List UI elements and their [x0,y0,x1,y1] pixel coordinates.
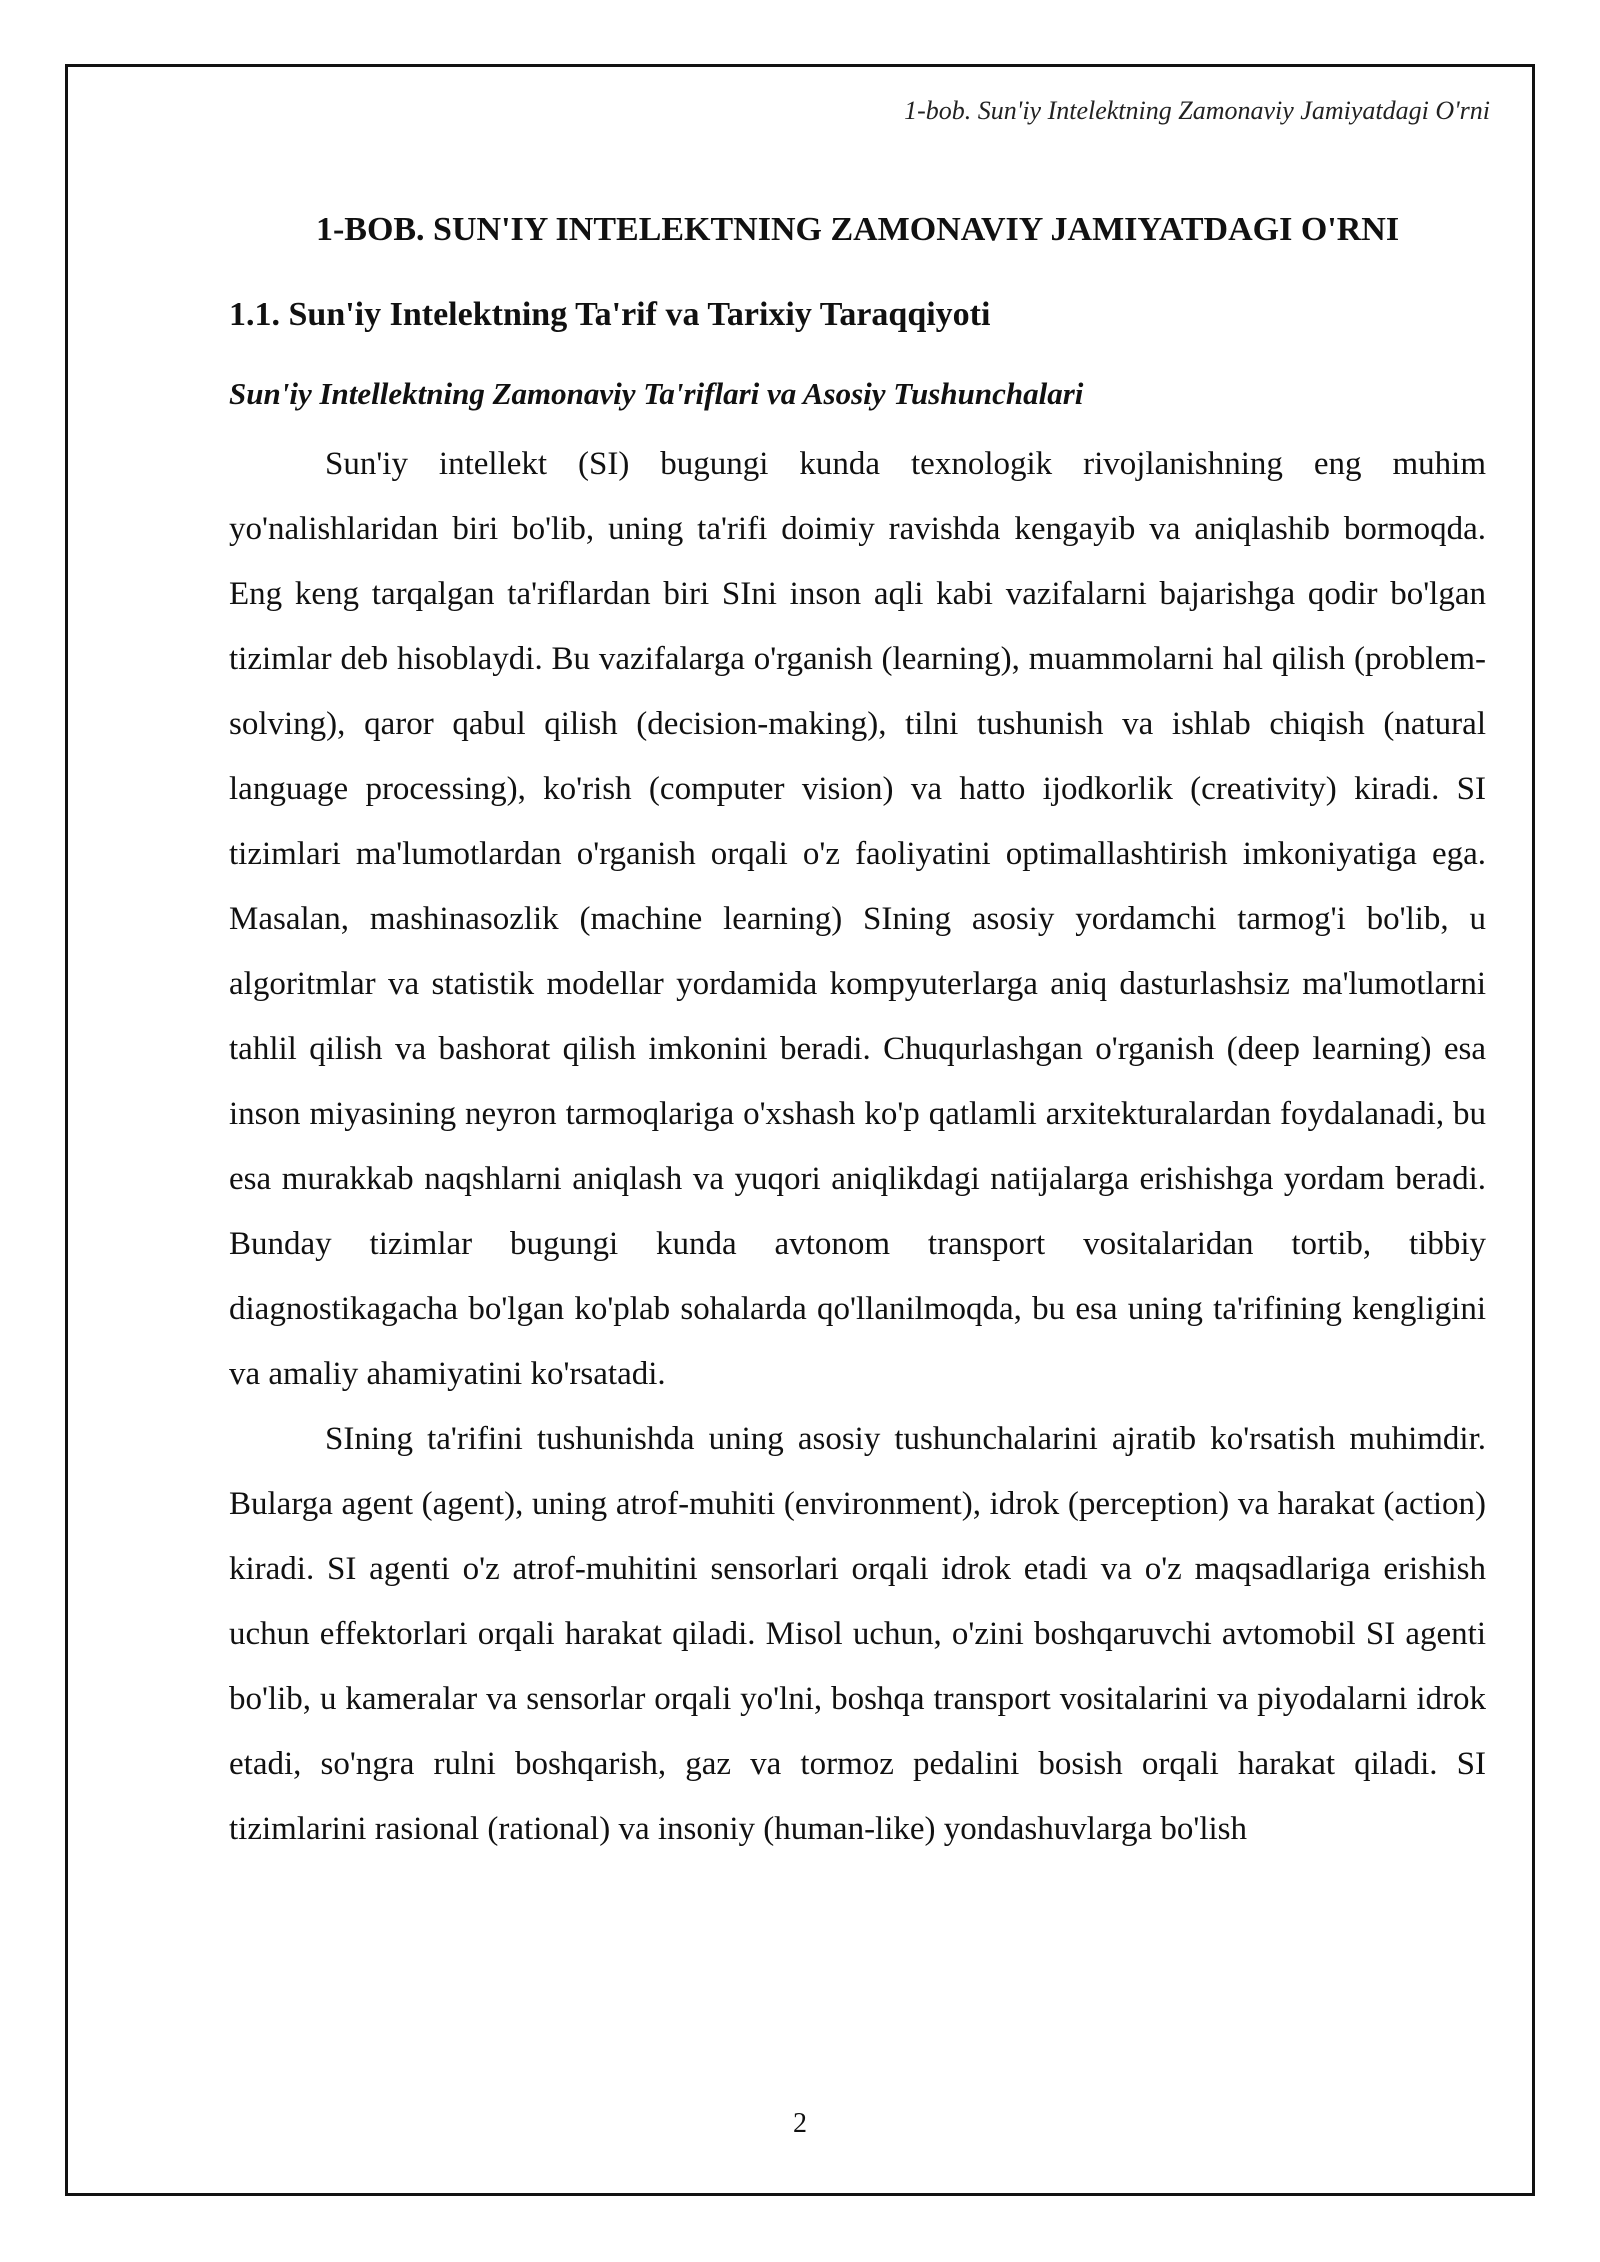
section-title: 1.1. Sun'iy Intelektning Ta'rif va Tarixiy Taraqqiyoti [229,295,991,333]
running-header: 1-bob. Sun'iy Intelektning Zamonaviy Jamiyatdagi O'rni [904,96,1490,125]
body-paragraph: Sun'iy intellekt (SI) bugungi kunda texnologik rivojlanishning eng muhim yo'nalishlaridan biri bo'lib, uning ta'rifi doimiy ravishda kengayib va aniqlashib bormoqda. Eng keng tarqalgan ta'riflardan biri SIni inson aqli kabi vazifalarni bajarishga qodir bo'lgan tizimlar deb hisoblaydi. Bu vazifalarga o'rganish (learning), muammolarni hal qilish (problem-solving), qaror qabul qilish (decision-making), tilni tushunish va ishlab chiqish (natural language processing), ko'rish (computer vision) va hatto ijodkorlik (creativity) kiradi. SI tizimlari ma'lumotlardan o'rganish orqali o'z faoliyatini optimallashtirish imkoniyatiga ega. Masalan, mashinasozlik (machine learning) SIning asosiy yordamchi tarmog'i bo'lib, u algoritmlar va statistik modellar yordamida kompyuterlarga aniq dasturlashsiz ma'lumotlarni tahlil qilish va bashorat qilish imkonini beradi. Chuqurlashgan o'rganish (deep learning) esa inson miyasining neyron tarmoqlariga o'xshash ko'p qatlamli arxitekturalardan foydalanadi, bu esa murakkab naqshlarni aniqlash va yuqori aniqlikdagi natijalarga erishishga yordam beradi. Bunday tizimlar bugungi kunda avtonom transport vositalaridan tortib, tibbiy diagnostikagacha bo'lgan ko'plab sohalarda qo'llanilmoqda, bu esa uning ta'rifining kengligini va amaliy ahamiyatini ko'rsatadi. [229,445,1486,1392]
chapter-title: 1-BOB. SUN'IY INTELEKTNING ZAMONAVIY JAMIYATDAGI O'RNI [315,211,1400,248]
page-content [229,210,1486,1862]
body-paragraph: SIning ta'rifini tushunishda uning asosiy tushunchalarini ajratib ko'rsatish muhimdir. Bularga agent (agent), uning atrof-muhiti (environment), idrok (perception) va harakat (action) kiradi. SI agenti o'z atrof-muhitini sensorlari orqali idrok etadi va o'z maqsadlariga erishish uchun effektorlari orqali harakat qiladi. Misol uchun, o'zini boshqaruvchi avtomobil SI agenti bo'lib, u kameralar va sensorlar orqali yo'lni, boshqa transport vositalarini va piyodalarni idrok etadi, so'ngra rulni boshqarish, gaz va tormoz pedalini bosish orqali harakat qiladi. SI tizimlarini rasional (rational) va insoniy (human-like) yondashuvlarga bo'lish [229,1420,1486,1847]
subsection-title: Sun'iy Intellektning Zamonaviy Ta'riflari va Asosiy Tushunchalari [229,375,1084,411]
page-number: 2 [793,2108,807,2139]
